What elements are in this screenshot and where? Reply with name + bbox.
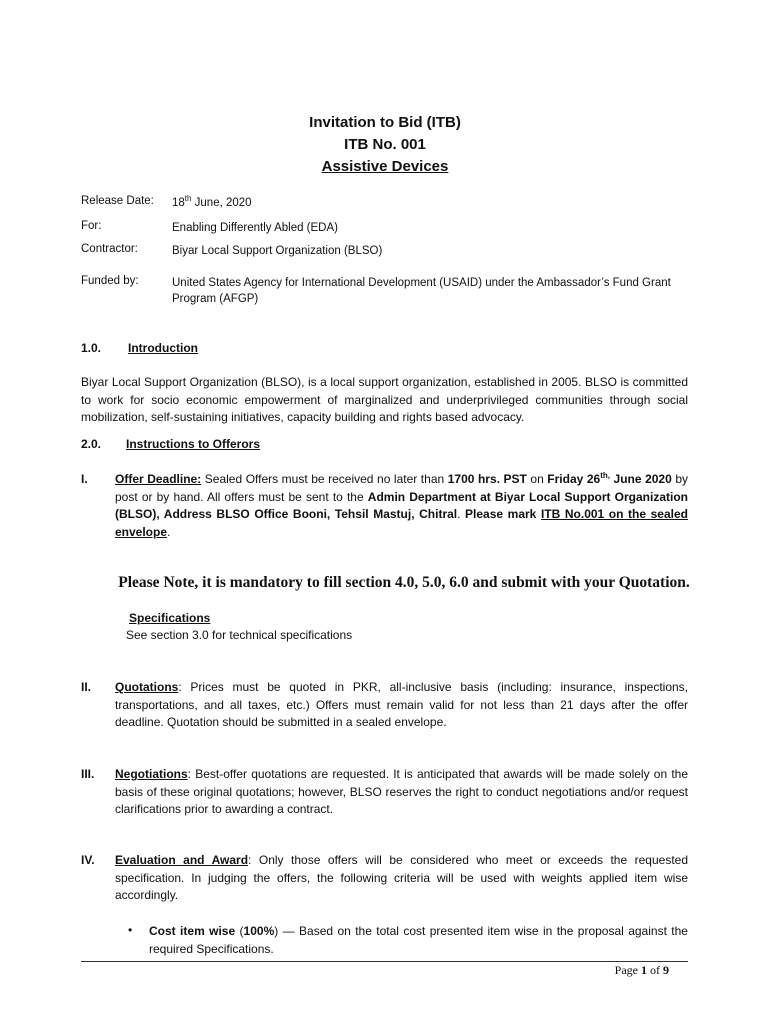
current-page: 1	[641, 963, 647, 977]
bullet-icon: •	[128, 923, 133, 937]
offer-deadline-paragraph	[115, 471, 688, 541]
release-date-label: Release Date:	[81, 195, 154, 207]
section-1-number: 1.0.	[81, 341, 102, 355]
deadline-day-suffix: th,	[600, 471, 610, 480]
item-i-numeral: I.	[81, 472, 88, 486]
footer-divider	[81, 961, 688, 962]
envelope-marking: ITB No.001 on the sealed envelope	[115, 507, 688, 539]
offer-deadline-text-1: Sealed Offers must be received no later than	[201, 472, 448, 486]
page-number	[615, 963, 669, 978]
evaluation-text: : Only those offers will be considered who meet or exceeds the requested specification. In judging the offers, the following criteria will be used with weights applied item wise accordingly.	[115, 853, 688, 902]
for-label: For:	[81, 220, 102, 232]
quotations-text: : Prices must be quoted in PKR, all-inclusive basis (including: insurance, inspections, transportations, and all taxes, etc.) Offers must remain valid for not less than 21 days after the offer deadline. Quotation should be submitted in a sealed envelope.	[115, 680, 688, 729]
deadline-month-year: June 2020	[609, 472, 672, 486]
contractor-value: Biyar Local Support Organization (BLSO)	[172, 245, 383, 257]
offer-deadline-text-4: .	[457, 507, 466, 521]
please-mark-text: Please mark	[465, 507, 541, 521]
cost-criteria-weight: 100%	[243, 924, 275, 938]
negotiations-paragraph	[115, 766, 688, 819]
submission-address: Admin Department at Biyar Local Support Organization (BLSO), Address BLSO Office Booni, Tehsil Mastuj, Chitral	[115, 489, 689, 521]
evaluation-label: Evaluation and Award	[115, 853, 249, 867]
release-day: 18	[172, 197, 185, 209]
contractor-label: Contractor:	[81, 243, 138, 255]
of-word: of	[647, 963, 663, 977]
for-value: Enabling Differently Abled (EDA)	[172, 222, 338, 234]
cost-criteria-paragraph	[149, 923, 688, 958]
mandatory-notice: Please Note, it is mandatory to fill section 4.0, 5.0, 6.0 and submit with your Quotation.	[118, 574, 690, 591]
specifications-text: See section 3.0 for technical specifications	[126, 628, 353, 642]
quotations-paragraph	[115, 679, 688, 732]
document-title: Invitation to Bid (ITB)	[309, 114, 461, 131]
funded-by-value: United States Agency for International Development (USAID) under the Ambassador’s Fund Grant Program (AFGP)	[172, 277, 671, 305]
negotiations-label: Negotiations	[115, 767, 188, 781]
evaluation-paragraph	[115, 852, 688, 905]
negotiations-text: : Best-offer quotations are requested. It is anticipated that awards will be made solely on the basis of these original quotations; however, BLSO reserves the right to conduct negotiations and/or request clarifications prior to awarding a contract.	[115, 767, 688, 816]
offer-deadline-end: .	[167, 524, 171, 539]
deadline-day: Friday 26	[547, 472, 601, 486]
intro-paragraph: Biyar Local Support Organization (BLSO), is a local support organization, established in 2005. BLSO is committed to work for socio economic empowerment of marginalized and underprivileged communities through social mobilization, self-sustaining initiatives, capacity building and rights based advocacy.	[81, 375, 688, 424]
release-month-year: June, 2020	[191, 197, 252, 209]
release-date-value	[172, 195, 692, 211]
release-day-suffix: th	[184, 194, 192, 204]
section-2-heading: Instructions to Offerors	[126, 437, 261, 451]
offer-deadline-text-3: by post or by hand. All offers must be sent to the	[115, 472, 688, 504]
offer-deadline-text-2: on	[526, 472, 548, 486]
offer-deadline-label: Offer Deadline:	[115, 472, 202, 486]
itb-number: ITB No. 001	[344, 136, 426, 153]
page-word: Page	[614, 963, 641, 977]
itb-subject	[0, 158, 770, 175]
funded-by-label: Funded by:	[81, 275, 139, 287]
itb-subject-text: Assistive Devices	[321, 158, 449, 175]
cost-criteria-label: Cost item wise	[149, 924, 236, 938]
specifications-heading: Specifications	[129, 611, 211, 625]
section-1-heading: Introduction	[128, 341, 198, 355]
cost-criteria-text: ) — Based on the total cost presented item wise in the proposal against the required Specifications.	[149, 924, 688, 956]
quotations-label: Quotations	[115, 680, 179, 694]
cost-criteria-open: (	[235, 924, 244, 938]
total-pages: 9	[663, 963, 669, 977]
section-2-number: 2.0.	[81, 437, 102, 451]
item-iv-numeral: IV.	[81, 853, 95, 867]
item-iii-numeral: III.	[81, 767, 95, 781]
deadline-time: 1700 hrs. PST	[447, 472, 527, 486]
item-ii-numeral: II.	[81, 680, 92, 694]
